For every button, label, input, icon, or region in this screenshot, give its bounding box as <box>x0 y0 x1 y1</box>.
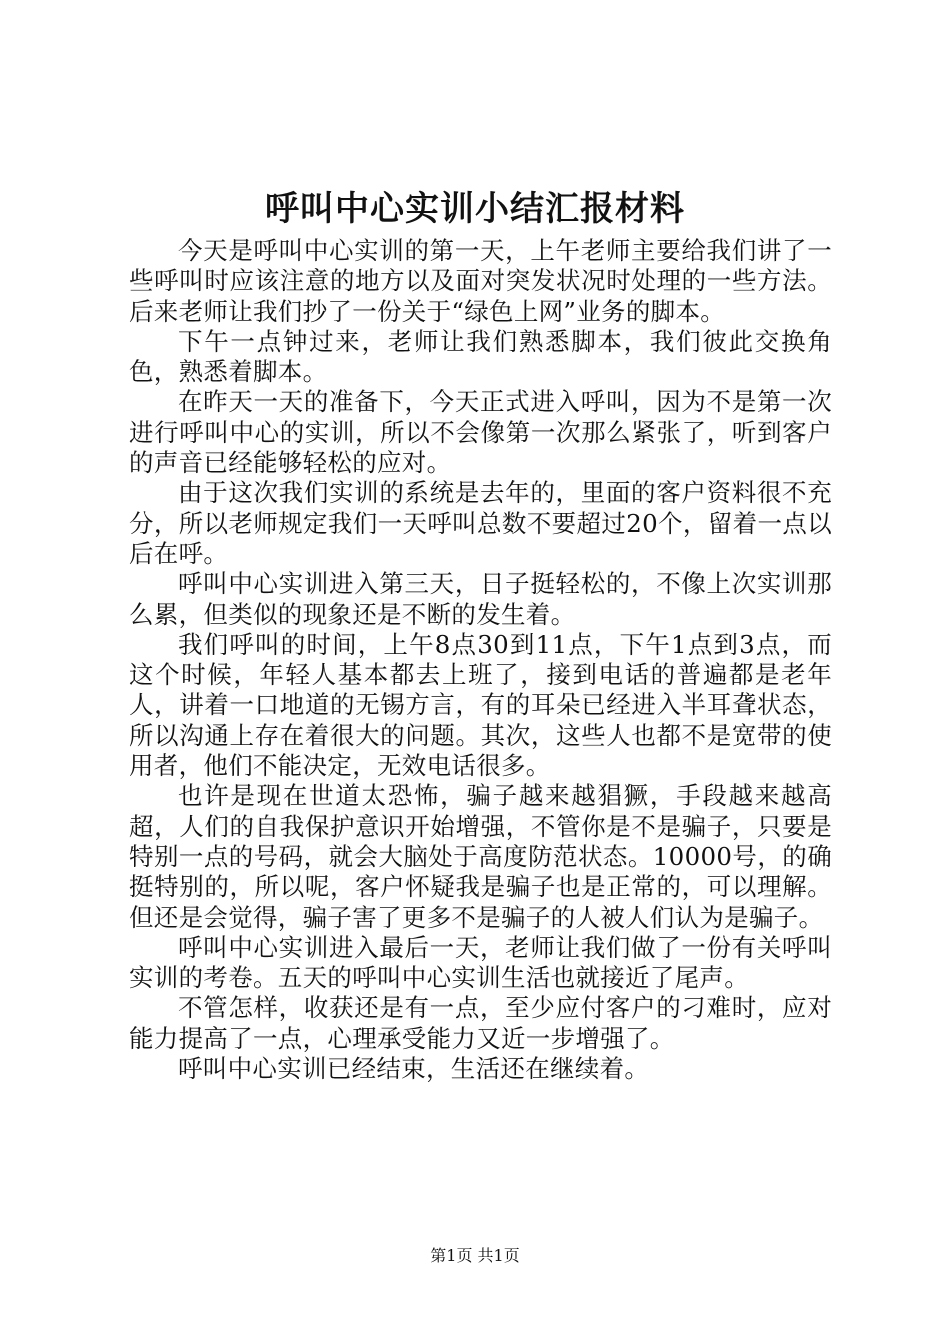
page-number-footer: 第1页 共1页 <box>430 1246 520 1265</box>
paragraph: 呼叫中心实训已经结束，生活还在继续着。 <box>178 1054 650 1084</box>
paragraph: 不管怎样，收获还是有一点，至少应付客户的刁难时，应对能力提高了一点，心理承受能力又近一步增强了。 <box>129 993 832 1053</box>
paragraph: 呼叫中心实训进入第三天，日子挺轻松的，不像上次实训那么累，但类似的现象还是不断的发生着。 <box>129 569 832 629</box>
document-title: 呼叫中心实训小结汇报材料 <box>265 189 685 229</box>
paragraph: 今天是呼叫中心实训的第一天，上午老师主要给我们讲了一些呼叫时应该注意的地方以及面对突发状况时处理的一些方法。后来老师让我们抄了一份关于“绿色上网”业务的脚本。 <box>129 236 832 326</box>
paragraph: 在昨天一天的准备下，今天正式进入呼叫，因为不是第一次进行呼叫中心的实训，所以不会像第一次那么紧张了，听到客户的声音已经能够轻松的应对。 <box>129 387 832 478</box>
paragraph: 下午一点钟过来，老师让我们熟悉脚本，我们彼此交换角色，熟悉着脚本。 <box>129 326 832 387</box>
paragraph: 也许是现在世道太恐怖，骗子越来越猖獗，手段越来越高超，人们的自我保护意识开始增强，不管你是不是骗子，只要是特别一点的号码，就会大脑处于高度防范状态。10000号，的确挺特别的，所以呢，客户怀疑我是骗子也是正常的，可以理解。但还是会觉得，骗子害了更多不是骗子的人被人们认为是骗子。 <box>129 781 832 932</box>
paragraph: 由于这次我们实训的系统是去年的，里面的客户资料很不充分，所以老师规定我们一天呼叫总数不要超过20个，留着一点以后在呼。 <box>129 478 832 568</box>
paragraph: 我们呼叫的时间，上午8点30到11点，下午1点到3点，而这个时候，年轻人基本都去上班了，接到电话的普遍都是老年人，讲着一口地道的无锡方言，有的耳朵已经进入半耳聋状态，所以沟通上存在着很大的问题。其次，这些人也都不是宽带的使用者，他们不能决定，无效电话很多。 <box>129 629 832 781</box>
paragraph: 呼叫中心实训进入最后一天，老师让我们做了一份有关呼叫实训的考卷。五天的呼叫中心实训生活也就接近了尾声。 <box>129 932 832 993</box>
document-body <box>129 236 832 1084</box>
